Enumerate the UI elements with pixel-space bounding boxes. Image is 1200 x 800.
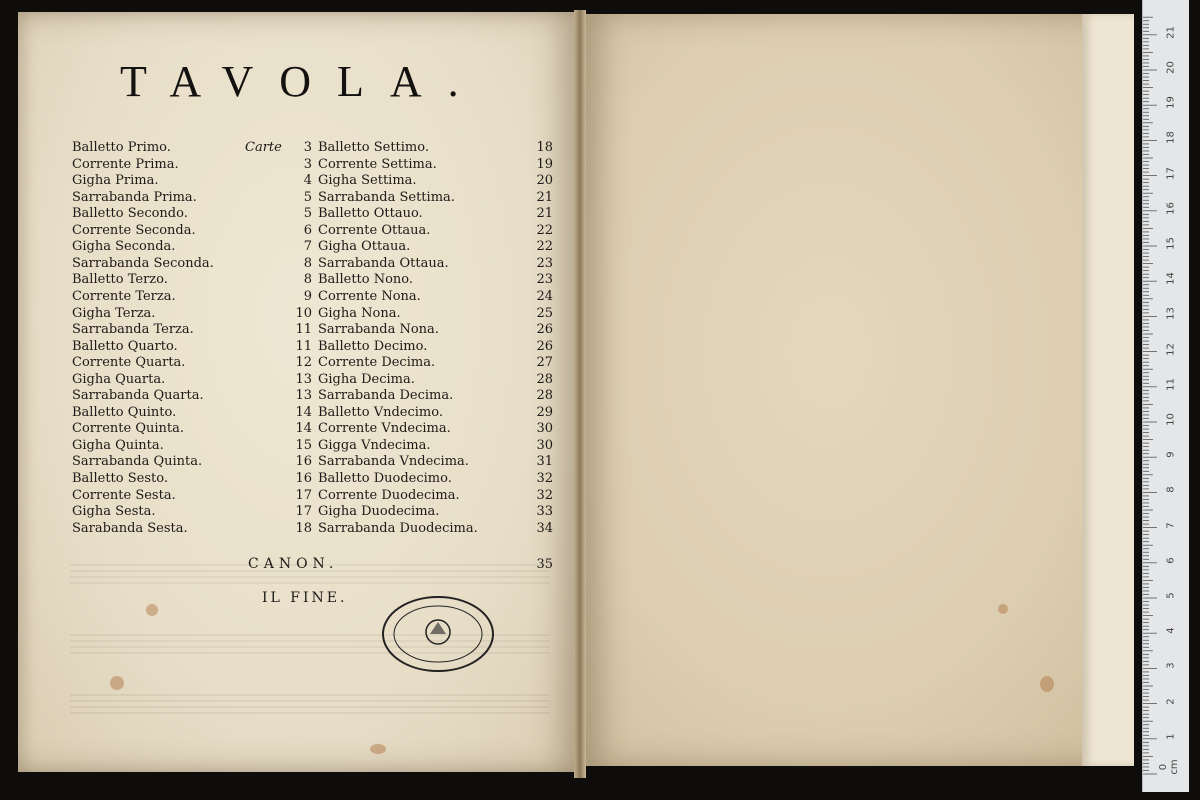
page-edge (1082, 14, 1134, 766)
carte-label: Carte (245, 140, 282, 155)
toc-page-right: 30 (536, 437, 553, 453)
book-spine (574, 10, 586, 778)
toc-page-left: 8 (303, 272, 312, 288)
toc-entry-left: Balletto Primo. (72, 140, 171, 155)
toc-page-right: 28 (536, 388, 553, 404)
toc-page-right: 19 (536, 156, 553, 172)
toc-entry-left: Corrente Prima. (72, 156, 179, 172)
toc-page-right: 21 (536, 189, 553, 205)
ruler-mark-label: 8 (1165, 486, 1177, 494)
ruler-mark-label: 20 (1165, 61, 1177, 74)
ruler-mark-label: 3 (1165, 662, 1177, 670)
toc-entry-right: Balletto Settimo. (318, 140, 429, 155)
il-fine: IL FINE. (262, 590, 348, 606)
toc-entry-right: Balletto Ottauo. (318, 206, 423, 222)
ruler-mark-label: 15 (1165, 237, 1177, 250)
toc-entry-left: Balletto Secondo. (72, 206, 188, 222)
canon-entry: CANON. (248, 556, 339, 572)
toc-page-left: 5 (303, 189, 312, 205)
toc-entry-right: Gigha Settima. (318, 173, 417, 189)
toc-entry-left: Gigha Prima. (72, 173, 159, 189)
toc-entry-right: Balletto Vndecimo. (318, 404, 443, 420)
toc-page-right: 34 (536, 520, 553, 536)
toc-entry-left: Gigha Quinta. (72, 437, 164, 453)
toc-entry-left: Gigha Sesta. (72, 504, 156, 520)
toc-page-left: 11 (295, 322, 312, 338)
toc-page-right: 20 (536, 173, 553, 189)
toc-entry-left: Sarrabanda Terza. (72, 322, 194, 338)
toc-page-right: 27 (536, 355, 553, 371)
ruler-mark-label: 21 (1165, 25, 1177, 39)
page-title: TAVOLA. (120, 57, 485, 106)
toc-entry-left: Gigha Quarta. (72, 371, 166, 387)
ruler-mark-label: 11 (1165, 377, 1177, 391)
ruler-mark-label: 6 (1165, 557, 1177, 564)
toc-page-right: 32 (536, 471, 553, 486)
toc-page-left: 12 (295, 355, 312, 371)
toc-page-left: 17 (295, 504, 312, 520)
ruler-mark-label: 9 (1165, 451, 1177, 458)
toc-page-left: 8 (303, 255, 312, 271)
toc-entry-left: Sarrabanda Quinta. (72, 454, 203, 470)
ruler-mark-label: 2 (1165, 697, 1177, 705)
toc-entry-left: Gigha Seconda. (72, 239, 176, 255)
foxing-spot (370, 744, 386, 754)
toc-entry-right: Sarrabanda Ottaua. (318, 255, 449, 271)
toc-entry-right: Gigha Duodecima. (318, 504, 440, 520)
toc-entry-left: Sarabanda Sesta. (72, 520, 188, 536)
toc-page-left: 11 (295, 338, 312, 354)
ruler-mark-label: 17 (1165, 166, 1177, 180)
toc-entry-right: Balletto Decimo. (318, 338, 428, 354)
toc-page-right: 26 (536, 338, 553, 354)
toc-entry-left: Corrente Quinta. (72, 421, 184, 437)
toc-page-right: 22 (536, 239, 553, 255)
ruler-mark-label: 5 (1165, 592, 1177, 599)
ruler-mark-label: 18 (1165, 131, 1177, 145)
toc-page-right: 26 (536, 322, 553, 338)
toc-page-left: 14 (295, 404, 312, 420)
toc-page-left: 14 (295, 421, 312, 437)
ruler-mark-label: 10 (1165, 413, 1177, 426)
toc-entry-right: Sarrabanda Duodecima. (318, 520, 478, 536)
toc-page-left: 7 (303, 239, 312, 255)
toc-page-right: 23 (536, 255, 553, 271)
toc-page-right: 28 (536, 371, 553, 387)
toc-page-left: 3 (303, 140, 312, 155)
toc-entry-left: Gigha Terza. (72, 305, 156, 321)
toc-entry-left: Corrente Quarta. (72, 355, 186, 371)
toc-entry-right: Sarrabanda Nona. (318, 322, 439, 338)
toc-entry-right: Balletto Duodecimo. (318, 471, 452, 486)
ruler-mark-label: 7 (1165, 521, 1177, 529)
library-stamp (380, 594, 496, 674)
toc-entry-left: Balletto Quarto. (72, 338, 178, 354)
toc-page-right: 22 (536, 222, 553, 238)
toc-page-left: 16 (295, 454, 312, 470)
toc-entry-right: Corrente Duodecima. (318, 487, 460, 503)
canon-page-number: 35 (536, 557, 553, 572)
ruler-unit-label: 0 cm (1158, 759, 1180, 775)
toc-entry-right: Gigga Vndecima. (318, 437, 431, 453)
toc-page-right: 25 (536, 305, 553, 321)
toc-page-left: 17 (295, 487, 312, 503)
toc-page-left: 15 (295, 437, 312, 453)
toc-entry-left: Corrente Sesta. (72, 487, 176, 503)
toc-entry-left: Sarrabanda Quarta. (72, 388, 204, 404)
toc-page-left: 10 (295, 305, 312, 321)
foxing-spot (146, 604, 158, 616)
toc-page-left: 5 (303, 206, 312, 222)
measurement-ruler (1142, 0, 1189, 792)
toc-entry-right: Corrente Settima. (318, 156, 437, 172)
toc-entry-right: Gigha Decima. (318, 371, 415, 387)
toc-entry-right: Sarrabanda Decima. (318, 388, 454, 404)
toc-entry-left: Corrente Terza. (72, 288, 176, 304)
ruler-mark-label: 1 (1165, 733, 1177, 740)
toc-page-left: 16 (295, 471, 312, 486)
toc-page-right: 33 (536, 504, 553, 520)
toc-page-right: 31 (536, 454, 553, 470)
toc-entry-left: Balletto Sesto. (72, 471, 168, 486)
foxing-spot (110, 676, 124, 690)
toc-entry-right: Balletto Nono. (318, 272, 414, 288)
toc-page-left: 4 (303, 173, 312, 189)
toc-page-right: 30 (536, 421, 553, 437)
toc-page-left: 18 (295, 520, 312, 536)
toc-page-left: 9 (303, 288, 312, 304)
toc-page-right: 23 (536, 272, 553, 288)
toc-entry-left: Sarrabanda Seconda. (72, 255, 214, 271)
toc-page-left: 6 (303, 222, 312, 238)
toc-entry-right: Gigha Nona. (318, 305, 401, 321)
toc-page-right: 18 (536, 140, 553, 155)
toc-page-left: 13 (295, 371, 312, 387)
ruler-mark-label: 12 (1165, 342, 1177, 356)
foxing-spot (998, 604, 1008, 614)
toc-page-left: 3 (303, 156, 312, 172)
toc-entry-right: Gigha Ottaua. (318, 239, 411, 255)
toc-entry-left: Sarrabanda Prima. (72, 189, 197, 205)
toc-entry-right: Sarrabanda Vndecima. (318, 454, 469, 470)
ruler-mark-label: 13 (1165, 307, 1177, 321)
toc-page-right: 29 (536, 404, 553, 420)
toc-entry-right: Corrente Nona. (318, 288, 421, 304)
ruler-mark-label: 4 (1165, 627, 1177, 634)
toc-entry-right: Corrente Vndecima. (318, 421, 451, 437)
foxing-spot (1040, 676, 1054, 692)
toc-page-right: 21 (536, 206, 553, 222)
right-page (580, 14, 1132, 766)
toc-entry-left: Balletto Quinto. (72, 404, 177, 420)
toc-entry-right: Corrente Decima. (318, 355, 436, 371)
ruler-mark-label: 14 (1165, 272, 1177, 286)
toc-page-right: 24 (536, 288, 553, 304)
ruler-mark-label: 19 (1165, 96, 1177, 110)
toc-entry-left: Balletto Terzo. (72, 272, 168, 288)
toc-page-right: 32 (536, 487, 553, 503)
toc-entry-right: Sarrabanda Settima. (318, 189, 455, 205)
ruler-mark-label: 16 (1165, 201, 1177, 215)
toc-entry-left: Corrente Seconda. (72, 222, 196, 238)
toc-page-left: 13 (295, 388, 312, 404)
toc-entry-right: Corrente Ottaua. (318, 222, 431, 238)
